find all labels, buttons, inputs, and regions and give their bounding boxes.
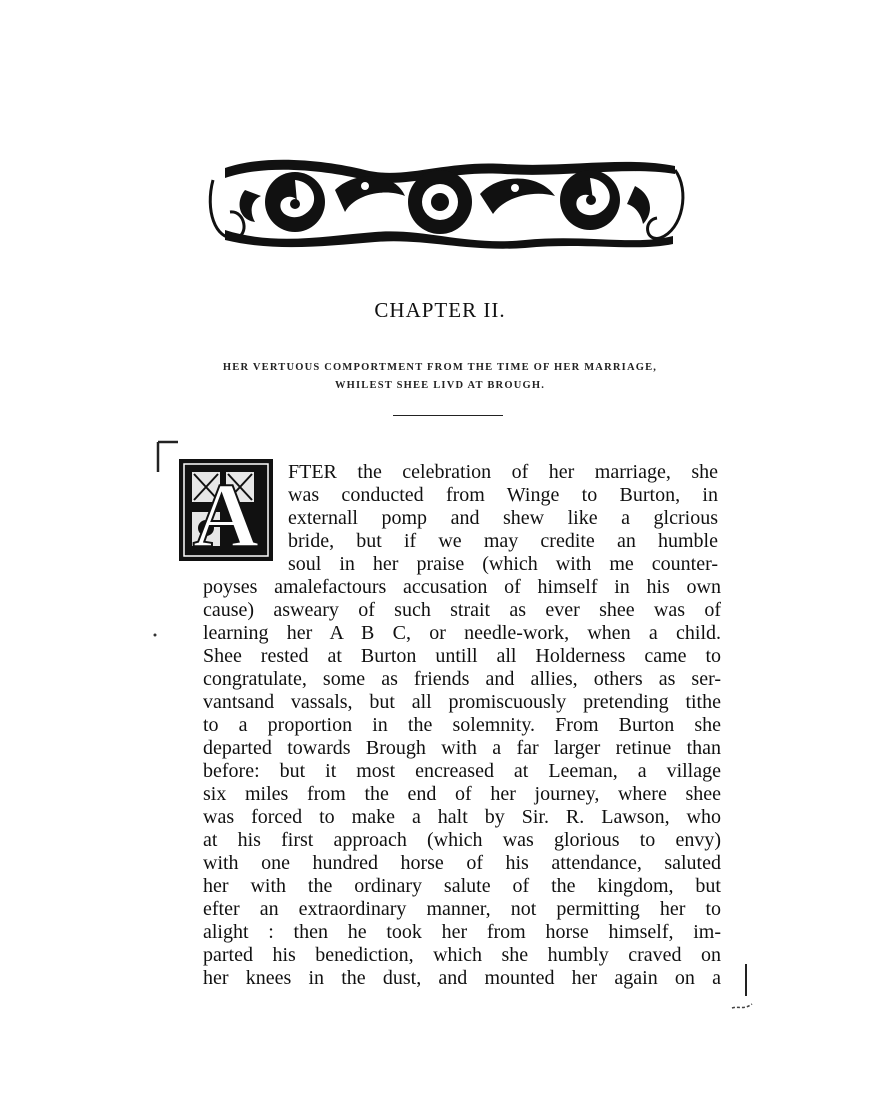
chapter-title: CHAPTER II. (374, 298, 506, 322)
body-line: before: but it most encreased at Leeman, a village (203, 760, 721, 782)
chapter-subtitle-line-2: WHILEST SHEE LIVD AT BROUGH. (334, 380, 546, 391)
body-line: her with the ordinary salute of the kingdom, but (203, 875, 721, 897)
body-line: was conducted from Winge to Burton, in (288, 484, 718, 506)
body-line: with one hundred horse of his attendance, saluted (203, 852, 721, 874)
body-line: poyses amalefactours accusation of himself in his own (203, 576, 721, 598)
body-line: vantsand vassals, but all promiscuously pretending tithe (203, 691, 721, 713)
drop-cap-letter: A (192, 464, 260, 562)
ornamental-header-band (205, 150, 687, 252)
body-line: FTER the celebration of her marriage, she (288, 461, 718, 483)
margin-dot-mark (150, 630, 160, 640)
body-line: to a proportion in the solemnity. From Burton she (203, 714, 721, 736)
body-line: at his first approach (which was glorious to envy) (203, 829, 721, 851)
decorated-drop-cap (178, 458, 274, 562)
body-line: learning her A B C, or needle-work, when a child. (203, 622, 721, 644)
body-line: congratulate, some as friends and allies, others as ser- (203, 668, 721, 690)
body-line: externall pomp and shew like a glcrious (288, 507, 718, 529)
margin-bracket-mark (730, 960, 760, 1020)
body-line: her knees in the dust, and mounted her again on a (203, 967, 721, 989)
body-line: alight : then he took her from horse himself, im- (203, 921, 721, 943)
body-line: was forced to make a halt by Sir. R. Lawson, who (203, 806, 721, 828)
body-line: parted his benediction, which she humbly craved on (203, 944, 721, 966)
section-divider-rule (393, 415, 503, 416)
body-line: cause) asweary of such strait as ever shee was of (203, 599, 721, 621)
margin-corner-mark (150, 438, 180, 478)
body-line: Shee rested at Burton untill all Holderness came to (203, 645, 721, 667)
body-line: bride, but if we may credite an humble (288, 530, 718, 552)
body-line: efter an extraordinary manner, not permitting her to (203, 898, 721, 920)
body-line: soul in her praise (which with me counter- (288, 553, 718, 575)
body-line: departed towards Brough with a far larger retinue than (203, 737, 721, 759)
chapter-subtitle-line-1: HER VERTUOUS COMPORTMENT FROM THE TIME OF HER MARRIAGE, (222, 362, 658, 373)
body-line: six miles from the end of her journey, where shee (203, 783, 721, 805)
